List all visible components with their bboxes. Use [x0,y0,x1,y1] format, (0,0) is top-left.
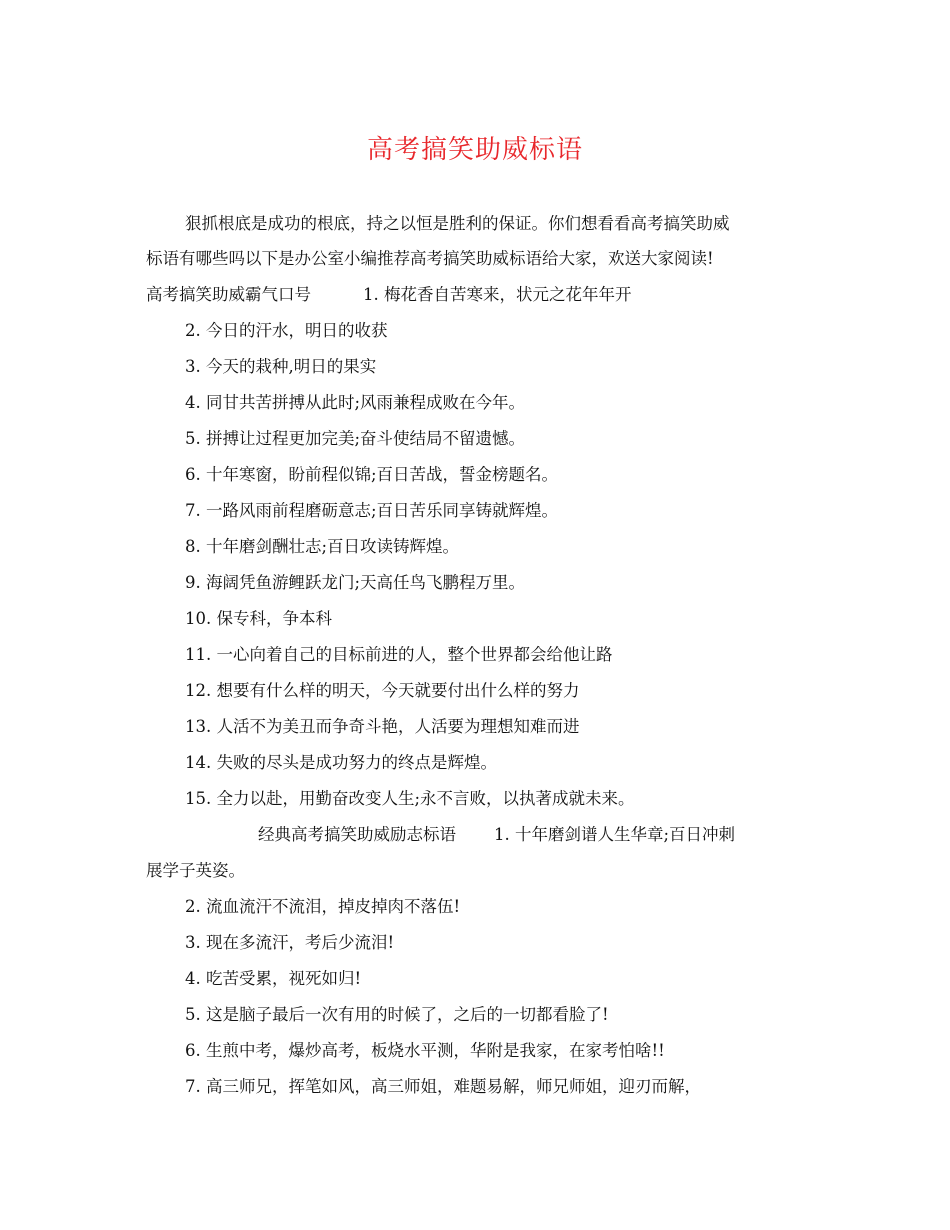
list-item: 5. 拼搏让过程更加完美;奋斗使结局不留遗憾。 [185,429,526,448]
list-item: 7. 高三师兄，挥笔如风，高三师姐，难题易解，师兄师姐，迎刃而解， [185,1077,701,1096]
list-item: 3. 现在多流汗，考后少流泪! [185,933,395,952]
list-item: 9. 海阔凭鱼游鲤跃龙门;天高任鸟飞鹏程万里。 [185,573,526,592]
list-item: 6. 生煎中考，爆炒高考，板烧水平测，华附是我家，在家考怕啥!! [185,1041,665,1060]
list-item: 4. 吃苦受累，视死如归! [185,969,362,988]
list-item: 10. 保专科，争本科 [185,609,332,628]
list-item: 12. 想要有什么样的明天，今天就要付出什么样的努力 [185,681,580,700]
document-title: 高考搞笑助威标语 [366,135,583,165]
list-item-continuation: 展学子英姿。 [146,861,245,880]
list-item: 3. 今天的栽种,明日的果实 [185,357,377,376]
list-item: 15. 全力以赴，用勤奋改变人生;永不言败，以执著成就未来。 [185,789,635,808]
intro-line-2: 标语有哪些吗以下是办公室小编推荐高考搞笑助威标语给大家，欢送大家阅读! [146,249,714,268]
list-item: 1. 梅花香自苦寒来，状元之花年年开 [363,285,632,304]
list-item: 7. 一路风雨前程磨砺意志;百日苦乐同享铸就辉煌。 [185,501,559,520]
section2-heading: 经典高考搞笑助威励志标语 [258,825,456,844]
list-item: 8. 十年磨剑酬壮志;百日攻读铸辉煌。 [185,537,460,556]
list-item: 14. 失败的尽头是成功努力的终点是辉煌。 [185,753,497,772]
section1-heading-row [146,283,632,307]
list-item: 1. 十年磨剑谱人生华章;百日冲刺 [494,825,736,844]
section2-heading-row [258,823,735,847]
list-item: 2. 今日的汗水，明日的收获 [185,321,388,340]
list-item: 11. 一心向着自己的目标前进的人，整个世界都会给他让路 [185,645,613,664]
list-item: 6. 十年寒窗，盼前程似锦;百日苦战，誓金榜题名。 [185,465,559,484]
section1-heading: 高考搞笑助威霸气口号 [146,285,311,304]
list-item: 2. 流血流汗不流泪，掉皮掉肉不落伍! [185,897,461,916]
list-item: 5. 这是脑子最后一次有用的时候了，之后的一切都看脸了! [185,1005,609,1024]
list-item: 13. 人活不为美丑而争奇斗艳，人活要为理想知难而进 [185,717,580,736]
list-item: 4. 同甘共苦拼搏从此时;风雨兼程成败在今年。 [185,393,526,412]
intro-line-1: 狠抓根底是成功的根底，持之以恒是胜利的保证。你们想看看高考搞笑助威 [185,214,730,233]
